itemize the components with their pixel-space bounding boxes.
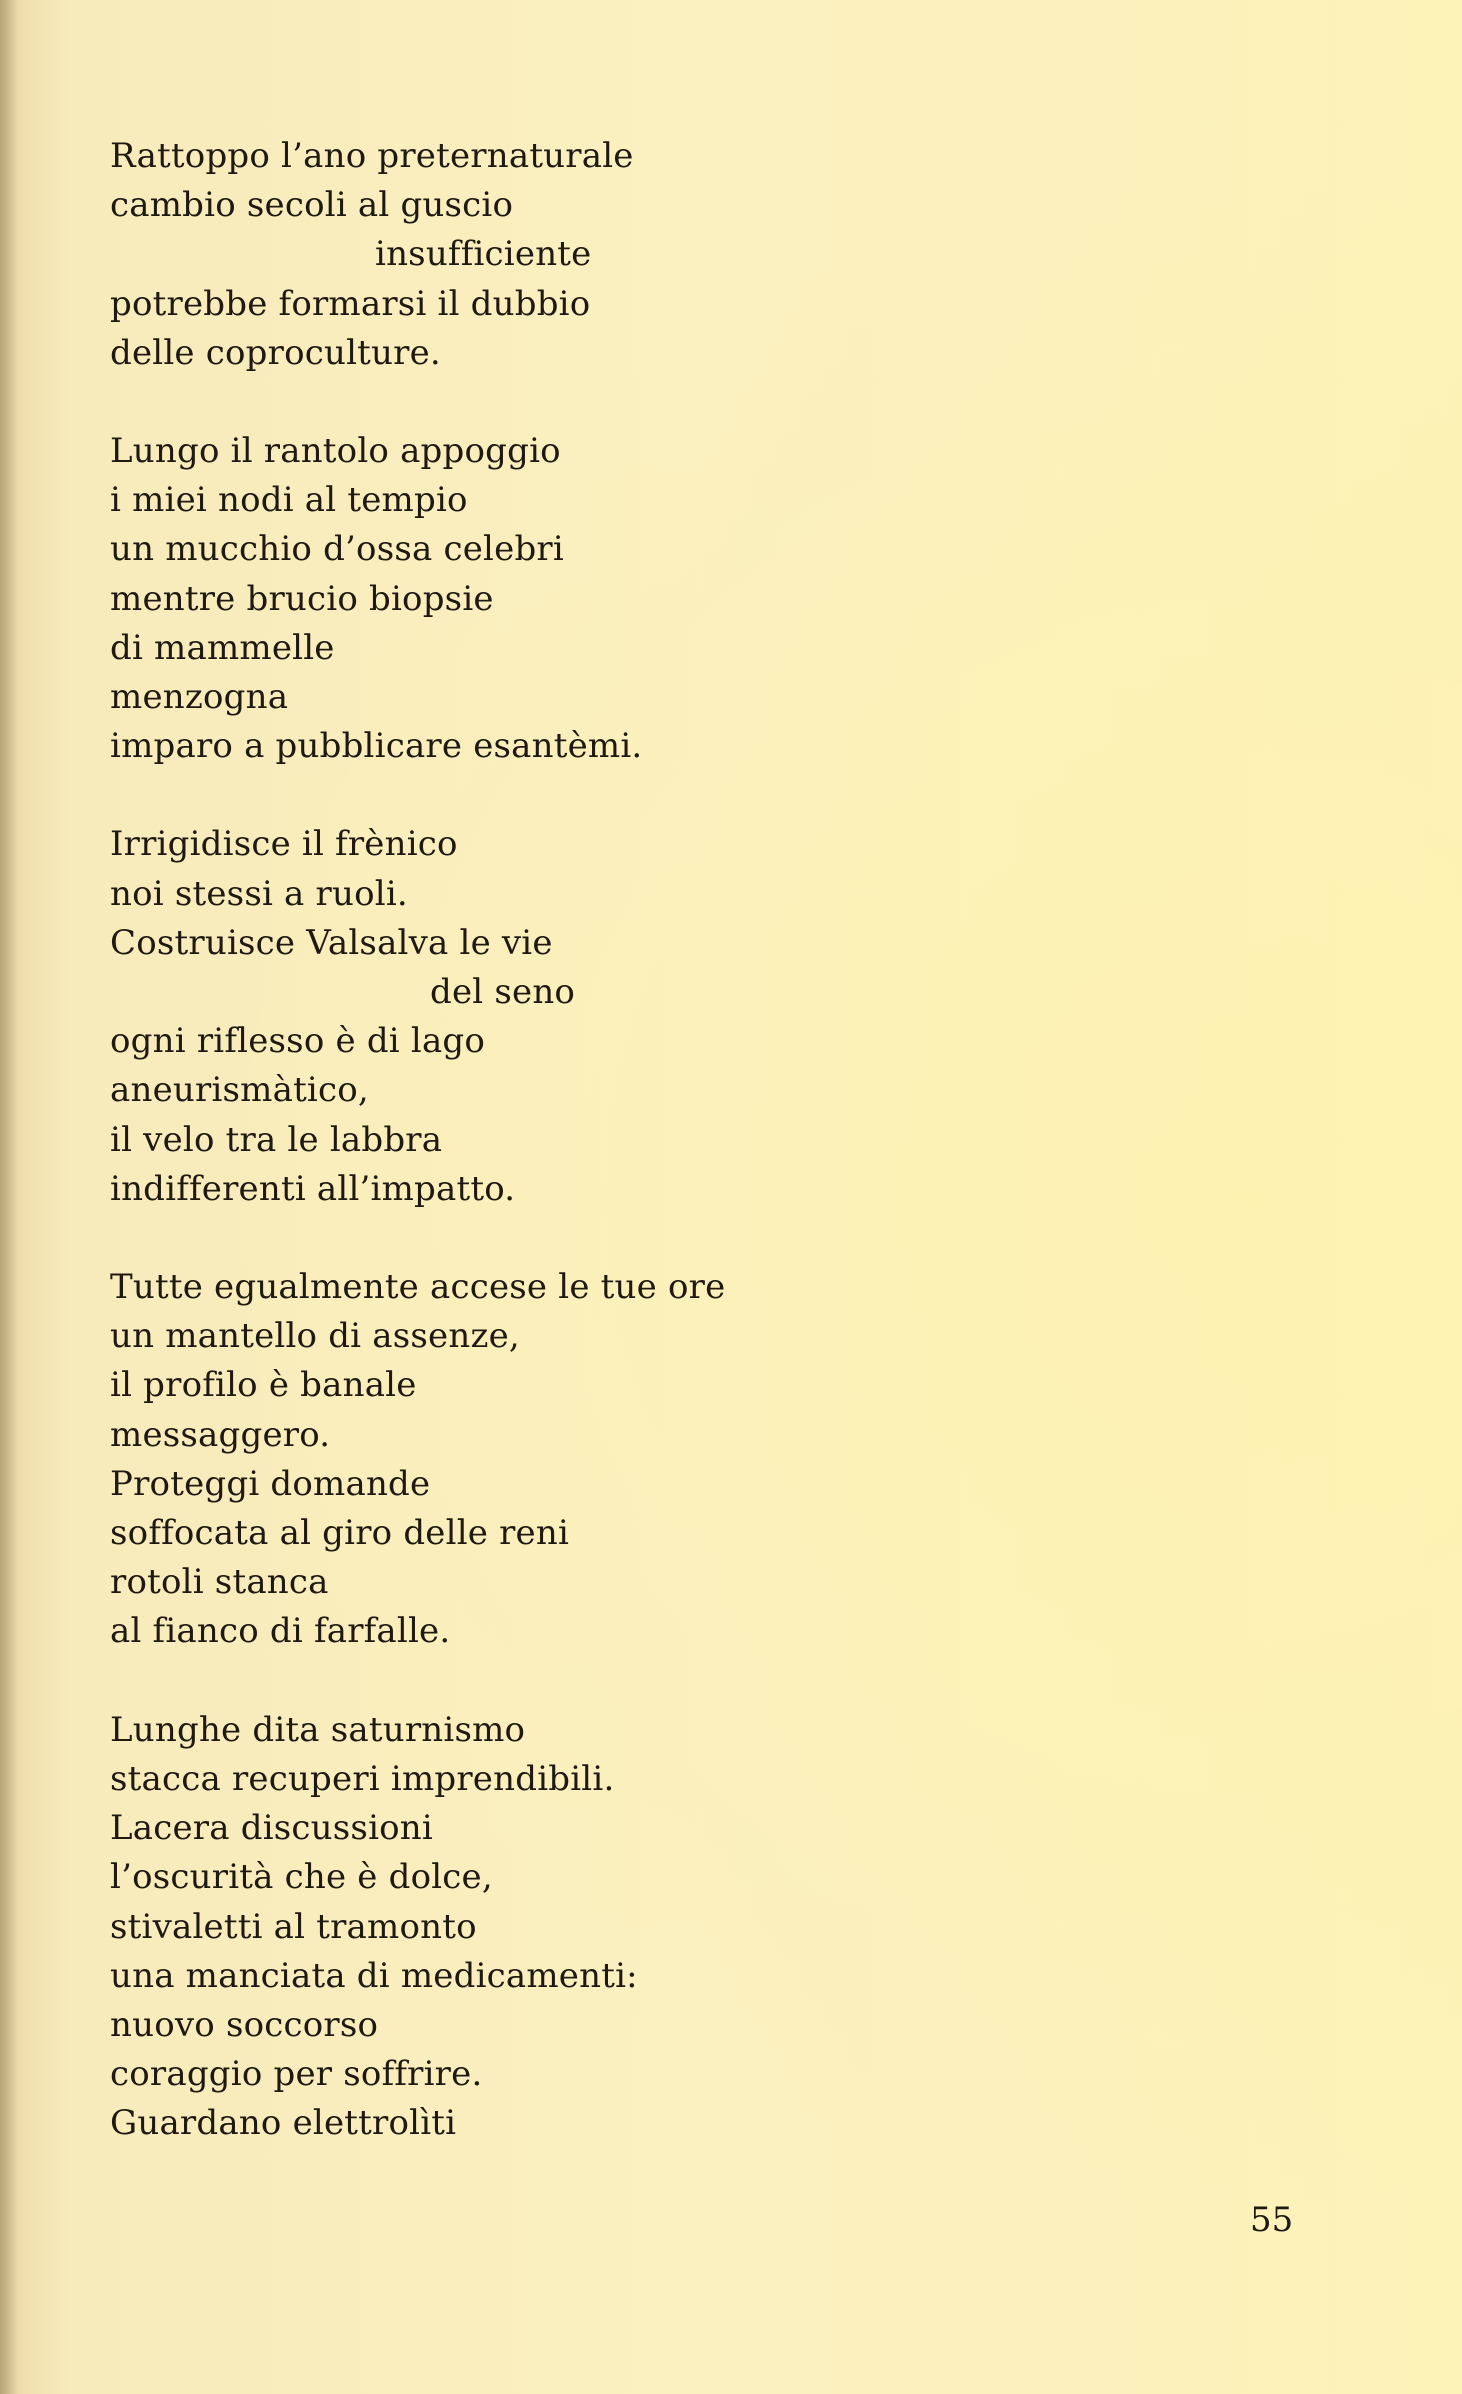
poem-line: soffocata al giro delle reni — [110, 1513, 570, 1554]
poem — [110, 132, 870, 2149]
poem-line: Proteggi domande — [110, 1463, 431, 1504]
poem-line: nuovo soccorso — [110, 2004, 379, 2045]
poem-line: Lunghe dita saturnismo — [110, 1709, 526, 1750]
poem-line: un mucchio d’ossa celebri — [110, 529, 564, 570]
poem-line: imparo a pubblicare esantèmi. — [110, 726, 643, 767]
poem-line: coraggio per soffrire. — [110, 2054, 483, 2095]
poem-line: un mantello di assenze, — [110, 1316, 520, 1357]
poem-line: di mammelle — [110, 627, 335, 668]
poem-line: mentre brucio biopsie — [110, 578, 494, 619]
poem-line: delle coproculture. — [110, 332, 441, 373]
poem-line: il velo tra le labbra — [110, 1119, 443, 1160]
poem-line: Guardano elettrolìti — [110, 2103, 457, 2144]
poem-line: rotoli stanca — [110, 1562, 329, 1603]
stanza-1 — [110, 132, 870, 378]
poem-line: insufficiente — [375, 234, 592, 275]
poem-line: Lacera discussioni — [110, 1808, 433, 1849]
poem-line: noi stessi a ruoli. — [110, 873, 408, 914]
poem-line: al fianco di farfalle. — [110, 1611, 451, 1652]
poem-line: indifferenti all’impatto. — [110, 1168, 516, 1209]
poem-line: Costruisce Valsalva le vie — [110, 922, 553, 963]
poem-line: potrebbe formarsi il dubbio — [110, 283, 591, 324]
poem-line: ogni riflesso è di lago — [110, 1021, 486, 1062]
poem-line: stivaletti al tramonto — [110, 1906, 477, 1947]
poem-line: stacca recuperi imprendibili. — [110, 1758, 615, 1799]
stanza-4 — [110, 1263, 870, 1657]
stanza-2 — [110, 427, 870, 771]
stanza-5 — [110, 1706, 870, 2149]
poem-line: l’oscurità che è dolce, — [110, 1857, 493, 1898]
poem-line: messaggero. — [110, 1414, 331, 1455]
poem-line: aneurismàtico, — [110, 1070, 369, 1111]
poem-line: una manciata di medicamenti: — [110, 1955, 638, 1996]
poem-line: del seno — [430, 972, 576, 1013]
poem-line: Rattoppo l’ano preternaturale — [110, 136, 634, 176]
poem-line: i miei nodi al tempio — [110, 480, 468, 521]
poem-line: Lungo il rantolo appoggio — [110, 431, 561, 472]
poem-line: Tutte egualmente accese le tue ore — [110, 1267, 726, 1308]
poem-line: cambio secoli al guscio — [110, 185, 514, 226]
page-number: 55 — [1250, 2200, 1294, 2240]
poem-line: il profilo è banale — [110, 1365, 417, 1406]
poem-line: Irrigidisce il frènico — [110, 824, 458, 865]
stanza-3 — [110, 820, 870, 1214]
poem-line: menzogna — [110, 677, 289, 718]
